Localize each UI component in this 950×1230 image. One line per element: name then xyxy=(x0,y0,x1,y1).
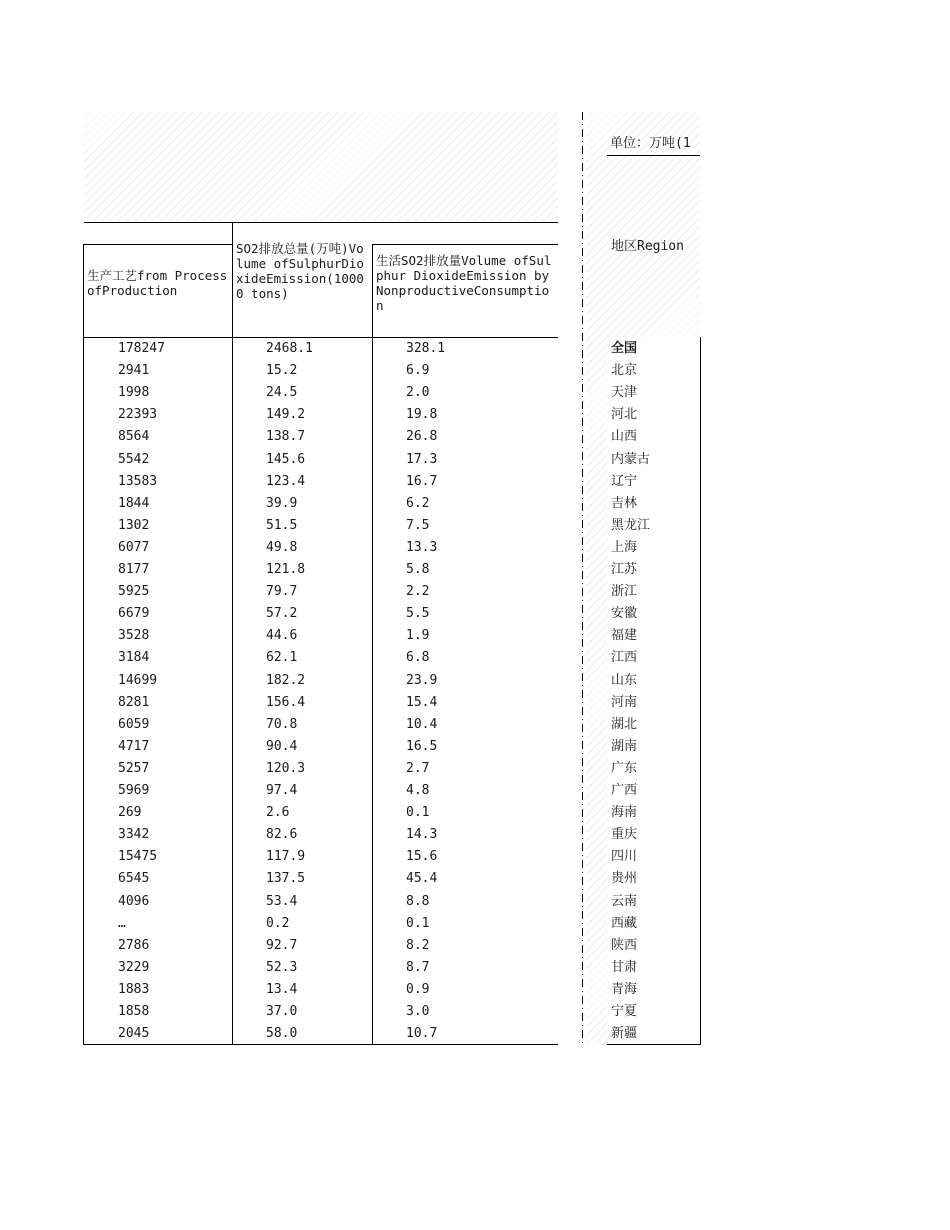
domestic-so2-cell: 8.2 xyxy=(406,937,430,953)
region-cell: 江西 xyxy=(611,650,638,666)
process-cell: 1302 xyxy=(118,517,150,533)
region-cell: 福建 xyxy=(611,628,638,644)
region-right-border xyxy=(700,337,701,1045)
total-so2-cell: 13.4 xyxy=(266,981,298,997)
process-cell: 6679 xyxy=(118,606,150,622)
region-cell: 云南 xyxy=(611,893,638,909)
region-cell: 浙江 xyxy=(611,584,638,600)
region-cell: 山西 xyxy=(611,429,638,445)
region-cell: 上海 xyxy=(611,539,638,555)
total-so2-cell: 82.6 xyxy=(266,827,298,843)
domestic-so2-cell: 6.9 xyxy=(406,363,430,379)
process-cell: 13583 xyxy=(118,473,158,489)
domestic-so2-cell: 17.3 xyxy=(406,451,438,467)
header-domestic-so2: 生活SO2排放量Volume ofSulphur DioxideEmission byNonproductiveConsumption xyxy=(376,253,552,313)
total-so2-cell: 156.4 xyxy=(266,694,306,710)
total-so2-cell: 79.7 xyxy=(266,584,298,600)
domestic-so2-cell: 2.7 xyxy=(406,760,430,776)
region-cell: 湖南 xyxy=(611,738,638,754)
process-cell: 1858 xyxy=(118,1004,150,1019)
table-left-border xyxy=(83,244,84,1045)
domestic-so2-cell: 6.8 xyxy=(406,650,430,666)
domestic-so2-cell: 6.2 xyxy=(406,495,430,511)
total-so2-cell: 44.6 xyxy=(266,628,298,644)
total-so2-cell: 92.7 xyxy=(266,937,298,953)
domestic-so2-cell: 7.5 xyxy=(406,517,430,533)
region-cell: 新疆 xyxy=(611,1026,638,1042)
region-cell: 湖北 xyxy=(611,716,638,732)
process-cell: 15475 xyxy=(118,849,158,865)
region-cell: 广西 xyxy=(611,783,638,798)
header-rule-domestic xyxy=(372,244,558,245)
region-cell: 吉林 xyxy=(611,495,638,511)
total-so2-cell: 24.5 xyxy=(266,385,298,401)
process-cell: 269 xyxy=(118,805,142,821)
process-cell: 5257 xyxy=(118,760,150,776)
total-so2-cell: 138.7 xyxy=(266,429,306,445)
domestic-so2-cell: 5.8 xyxy=(406,562,430,577)
domestic-so2-cell: 15.6 xyxy=(406,849,438,865)
process-cell: 2786 xyxy=(118,937,150,953)
process-cell: 2941 xyxy=(118,363,150,379)
domestic-so2-cell: 8.7 xyxy=(406,959,430,975)
total-so2-cell: 39.9 xyxy=(266,495,298,511)
header-hatch-area xyxy=(84,112,558,222)
domestic-so2-cell: 1.9 xyxy=(406,628,430,644)
region-cell: 西藏 xyxy=(611,915,638,931)
total-so2-cell: 51.5 xyxy=(266,517,298,533)
region-cell: 重庆 xyxy=(611,827,638,843)
domestic-so2-cell: 0.1 xyxy=(406,805,430,821)
process-cell: 3184 xyxy=(118,650,150,666)
total-so2-cell: 53.4 xyxy=(266,893,298,909)
process-cell: 178247 xyxy=(118,341,165,356)
total-so2-cell: 2.6 xyxy=(266,805,290,821)
table-top-rule xyxy=(84,222,558,223)
total-so2-cell: 145.6 xyxy=(266,451,306,467)
region-cell: 河北 xyxy=(611,407,638,423)
process-cell: 6059 xyxy=(118,716,150,732)
region-cell: 山东 xyxy=(611,672,638,688)
process-cell: 5969 xyxy=(118,783,150,798)
total-so2-cell: 90.4 xyxy=(266,738,298,754)
domestic-so2-cell: 16.7 xyxy=(406,473,438,489)
total-so2-cell: 149.2 xyxy=(266,407,306,423)
process-cell: 2045 xyxy=(118,1026,150,1042)
domestic-so2-cell: 5.5 xyxy=(406,606,430,622)
process-cell: 1998 xyxy=(118,385,150,401)
region-cell: 宁夏 xyxy=(611,1004,638,1019)
header-region: 地区Region xyxy=(611,239,684,254)
page-break-line xyxy=(582,112,583,1045)
total-so2-cell: 70.8 xyxy=(266,716,298,732)
region-cell: 江苏 xyxy=(611,562,638,577)
domestic-so2-cell: 13.3 xyxy=(406,539,438,555)
total-so2-cell: 57.2 xyxy=(266,606,298,622)
region-cell: 辽宁 xyxy=(611,473,638,489)
domestic-so2-cell: 19.8 xyxy=(406,407,438,423)
total-so2-cell: 15.2 xyxy=(266,363,298,379)
total-so2-cell: 52.3 xyxy=(266,959,298,975)
region-cell: 全国 xyxy=(611,341,638,356)
total-so2-cell: 0.2 xyxy=(266,915,290,931)
total-so2-cell: 137.5 xyxy=(266,871,306,887)
total-so2-cell: 182.2 xyxy=(266,672,306,688)
total-so2-cell: 120.3 xyxy=(266,760,306,776)
process-cell: 6545 xyxy=(118,871,150,887)
region-cell: 青海 xyxy=(611,981,638,997)
region-cell: 安徽 xyxy=(611,606,638,622)
process-cell: 3229 xyxy=(118,959,150,975)
domestic-so2-cell: 8.8 xyxy=(406,893,430,909)
domestic-so2-cell: 3.0 xyxy=(406,1004,430,1019)
process-cell: 14699 xyxy=(118,672,158,688)
region-cell: 海南 xyxy=(611,805,638,821)
process-cell: 3528 xyxy=(118,628,150,644)
region-cell: 广东 xyxy=(611,760,638,776)
domestic-so2-cell: 10.7 xyxy=(406,1026,438,1042)
domestic-so2-cell: 2.2 xyxy=(406,584,430,600)
domestic-so2-cell: 16.5 xyxy=(406,738,438,754)
domestic-so2-cell: 0.9 xyxy=(406,981,430,997)
total-so2-cell: 62.1 xyxy=(266,650,298,666)
region-cell: 内蒙古 xyxy=(611,451,651,467)
region-cell: 河南 xyxy=(611,694,638,710)
process-cell: 3342 xyxy=(118,827,150,843)
unit-label: 单位：万吨(1 xyxy=(610,136,691,151)
header-total-so2: SO2排放总量(万吨)Volume ofSulphurDioxideEmission(10000 tons) xyxy=(236,241,364,301)
region-cell: 北京 xyxy=(611,363,638,379)
total-so2-cell: 117.9 xyxy=(266,849,306,865)
domestic-so2-cell: 14.3 xyxy=(406,827,438,843)
domestic-so2-cell: 2.0 xyxy=(406,385,430,401)
process-cell: 6077 xyxy=(118,539,150,555)
total-so2-cell: 123.4 xyxy=(266,473,306,489)
domestic-so2-cell: 45.4 xyxy=(406,871,438,887)
total-so2-cell: 121.8 xyxy=(266,562,306,577)
unit-underline xyxy=(607,155,700,156)
process-cell: 1844 xyxy=(118,495,150,511)
process-cell: … xyxy=(118,915,126,931)
table-bottom-rule xyxy=(84,1044,558,1045)
total-so2-cell: 58.0 xyxy=(266,1026,298,1042)
process-cell: 8564 xyxy=(118,429,150,445)
domestic-so2-cell: 23.9 xyxy=(406,672,438,688)
region-cell: 黑龙江 xyxy=(611,517,651,533)
total-so2-cell: 49.8 xyxy=(266,539,298,555)
domestic-so2-cell: 15.4 xyxy=(406,694,438,710)
process-cell: 8281 xyxy=(118,694,150,710)
region-cell: 贵州 xyxy=(611,871,638,887)
region-cell: 天津 xyxy=(611,385,638,401)
domestic-so2-cell: 26.8 xyxy=(406,429,438,445)
process-cell: 4717 xyxy=(118,738,150,754)
total-so2-cell: 2468.1 xyxy=(266,341,313,356)
region-cell: 四川 xyxy=(611,849,638,865)
process-cell: 4096 xyxy=(118,893,150,909)
region-cell: 甘肃 xyxy=(611,959,638,975)
domestic-so2-cell: 328.1 xyxy=(406,341,446,356)
region-cell: 陕西 xyxy=(611,937,638,953)
domestic-so2-cell: 0.1 xyxy=(406,915,430,931)
column-divider-2 xyxy=(372,244,373,1045)
process-cell: 5925 xyxy=(118,584,150,600)
total-so2-cell: 37.0 xyxy=(266,1004,298,1019)
column-divider-1 xyxy=(232,222,233,1045)
process-cell: 1883 xyxy=(118,981,150,997)
total-so2-cell: 97.4 xyxy=(266,783,298,798)
header-process: 生产工艺from ProcessofProduction xyxy=(87,268,228,298)
domestic-so2-cell: 10.4 xyxy=(406,716,438,732)
process-cell: 8177 xyxy=(118,562,150,577)
header-rule-process xyxy=(84,244,232,245)
process-cell: 22393 xyxy=(118,407,158,423)
process-cell: 5542 xyxy=(118,451,150,467)
domestic-so2-cell: 4.8 xyxy=(406,783,430,798)
